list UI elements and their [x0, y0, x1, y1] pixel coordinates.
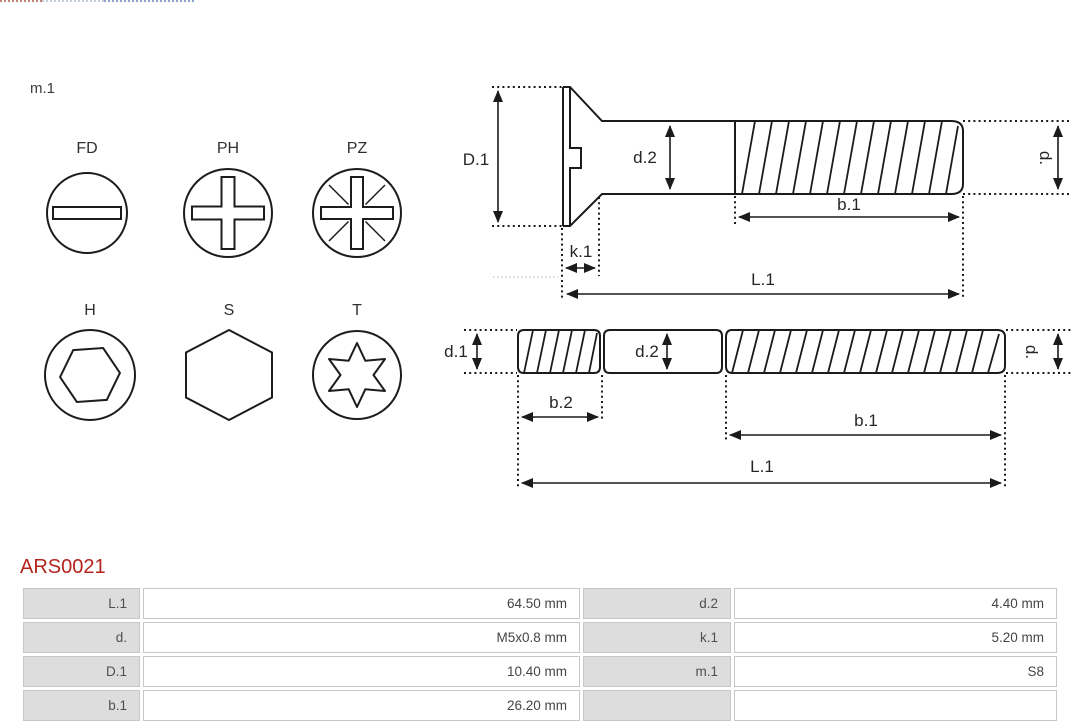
dim-label-stud-right-thread-length: b.1: [854, 411, 878, 430]
drive-type-t: [297, 301, 417, 423]
spec-value-cell: M5x0.8 mm: [143, 622, 580, 653]
spec-value-cell: 26.20 mm: [143, 690, 580, 721]
spec-label-cell: b.1: [23, 690, 140, 721]
spec-table-row: [23, 690, 1057, 721]
m1-position-label: m.1: [30, 80, 56, 97]
dim-label-stud-total-length: L.1: [750, 457, 774, 476]
countersunk-screw-drawing: [492, 87, 1072, 298]
dim-label-head-height: k.1: [569, 242, 593, 261]
dim-label-stud-thread-diameter: d.: [1022, 344, 1041, 360]
spec-label-cell: D.1: [23, 656, 140, 687]
spec-value-cell: 64.50 mm: [143, 588, 580, 619]
part-number: ARS0021: [20, 556, 106, 578]
drive-type-fd: [27, 139, 147, 261]
dim-label-total-length: L.1: [751, 270, 775, 289]
spec-label-cell: m.1: [583, 656, 731, 687]
drive-type-h: [30, 301, 150, 423]
phillips-drive-icon: [180, 165, 276, 261]
artifact-red-segment: [0, 0, 42, 2]
dim-label-thread-length: b.1: [837, 195, 861, 214]
spec-value-cell: 5.20 mm: [734, 622, 1057, 653]
dim-label-head-diameter: D.1: [462, 150, 490, 169]
artifact-grey-segment: [42, 0, 104, 2]
torx-drive-icon: [309, 327, 405, 423]
dim-label-thread-diameter: d.: [1036, 150, 1055, 166]
drive-type-label: FD: [76, 140, 98, 157]
thread-hatching: [524, 330, 999, 373]
slotted-drive-icon: [39, 165, 135, 261]
dim-label-stud-left-diameter: d.1: [444, 342, 468, 361]
drive-type-pz: [297, 139, 417, 261]
spec-label-cell: [583, 690, 731, 721]
dim-label-shank-diameter: d.2: [633, 148, 657, 167]
spec-label-cell: k.1: [583, 622, 731, 653]
spec-value-cell: 4.40 mm: [734, 588, 1057, 619]
drive-type-label: H: [84, 302, 96, 319]
pozidriv-drive-icon: [309, 165, 405, 261]
dim-label-stud-shank-diameter: d.2: [635, 342, 659, 361]
spec-table-row: [23, 622, 1057, 653]
drive-type-s: [169, 301, 289, 423]
spec-value-cell: 10.40 mm: [143, 656, 580, 687]
spec-value-cell: [734, 690, 1057, 721]
hex-socket-drive-icon: [42, 327, 138, 423]
drive-type-label: PH: [216, 140, 240, 157]
external-hex-drive-icon: [181, 327, 277, 423]
drive-type-ph: [168, 139, 288, 261]
spec-label-cell: d.2: [583, 588, 731, 619]
spec-value-cell: S8: [734, 656, 1057, 687]
spec-label-cell: L.1: [23, 588, 140, 619]
artifact-blue-segment: [104, 0, 194, 2]
spec-label-cell: d.: [23, 622, 140, 653]
drive-type-label: S: [223, 302, 235, 319]
spec-table-row: [23, 656, 1057, 687]
spec-table: [20, 585, 1060, 724]
spec-table-row: [23, 588, 1057, 619]
top-edge-artifact: [0, 0, 194, 2]
dim-label-stud-left-thread-length: b.2: [549, 393, 573, 412]
drive-type-label: T: [352, 302, 362, 319]
drive-type-label: PZ: [346, 140, 368, 157]
thread-hatching: [742, 121, 958, 194]
